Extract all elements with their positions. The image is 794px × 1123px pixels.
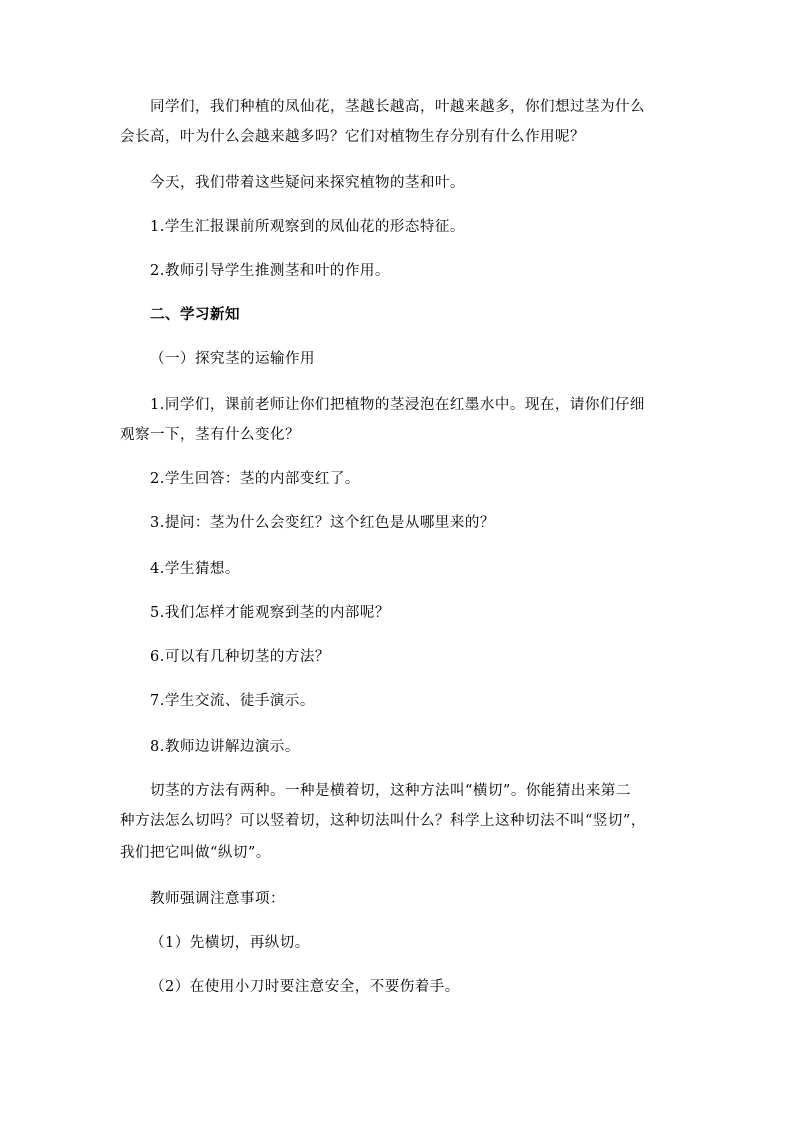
list-item-1: 1.学生汇报课前所观察到的凤仙花的形态特征。 bbox=[150, 219, 465, 235]
paragraph-intro-line-1: 同学们，我们种植的凤仙花，茎越长越高，叶越来越多，你们想过茎为什么 bbox=[150, 99, 645, 115]
step-1-line-1: 1.同学们，课前老师让你们把植物的茎浸泡在红墨水中。现在，请你们仔细 bbox=[150, 397, 645, 413]
section-heading: 二、学习新知 bbox=[150, 306, 240, 323]
step-1-line-2: 观察一下，茎有什么变化？ bbox=[120, 427, 300, 443]
list-item-2: 2.教师引导学生推测茎和叶的作用。 bbox=[150, 263, 390, 279]
subsection-heading: （一）探究茎的运输作用 bbox=[150, 351, 315, 367]
cutting-paragraph-line-3: 我们把它叫做“纵切”。 bbox=[120, 845, 271, 861]
cutting-paragraph-line-2: 种方法怎么切吗？可以竖着切，这种切法叫什么？科学上这种切法不叫“竖切”， bbox=[120, 813, 646, 829]
step-4: 4.学生猜想。 bbox=[150, 561, 240, 577]
paragraph-today: 今天，我们带着这些疑问来探究植物的茎和叶。 bbox=[150, 175, 465, 191]
step-6: 6.可以有几种切茎的方法？ bbox=[150, 649, 330, 665]
note-1: （1）先横切，再纵切。 bbox=[150, 935, 310, 951]
note-2: （2）在使用小刀时要注意安全，不要伤着手。 bbox=[150, 979, 460, 995]
step-5: 5.我们怎样才能观察到茎的内部呢？ bbox=[150, 605, 390, 621]
step-2: 2.学生回答：茎的内部变红了。 bbox=[150, 471, 360, 487]
notes-heading: 教师强调注意事项： bbox=[150, 891, 285, 907]
step-7: 7.学生交流、徒手演示。 bbox=[150, 693, 315, 709]
step-3: 3.提问：茎为什么会变红？这个红色是从哪里来的？ bbox=[150, 515, 495, 531]
paragraph-intro-line-2: 会长高，叶为什么会越来越多吗？它们对植物生存分别有什么作用呢？ bbox=[120, 129, 585, 145]
cutting-paragraph-line-1: 切茎的方法有两种。一种是横着切，这种方法叫“横切”。你能猜出来第二 bbox=[150, 783, 631, 799]
step-8: 8.教师边讲解边演示。 bbox=[150, 739, 300, 755]
